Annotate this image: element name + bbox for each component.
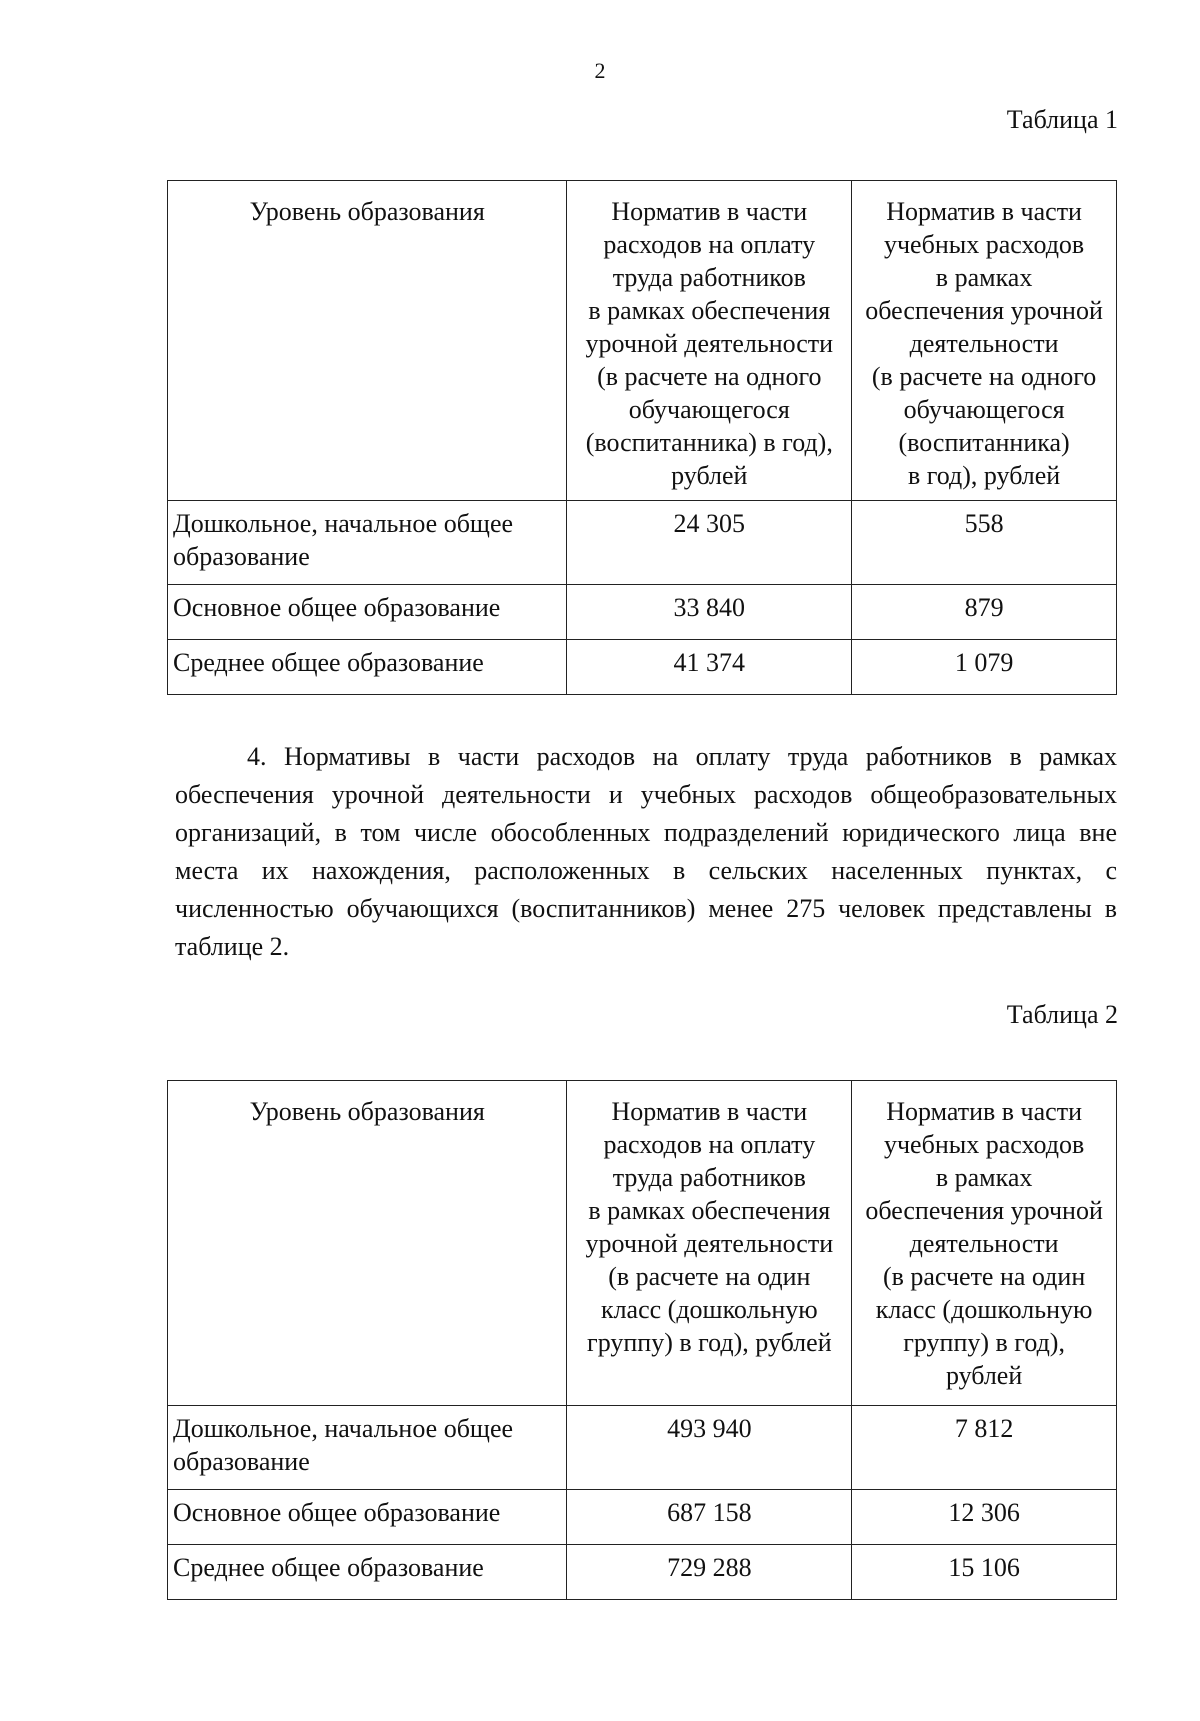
table-row (168, 585, 1117, 640)
education-level-cell: Среднее общее образование (168, 640, 567, 695)
header-education-level: Уровень образования (168, 1081, 567, 1406)
labor-cost-cell: 33 840 (567, 585, 852, 640)
table-row (168, 1406, 1117, 1490)
education-level-cell: Основное общее образование (168, 1490, 567, 1545)
labor-cost-cell: 493 940 (567, 1406, 852, 1490)
education-level-cell: Дошкольное, начальное общее образование (168, 501, 567, 585)
labor-cost-cell: 24 305 (567, 501, 852, 585)
table-2 (167, 1080, 1117, 1600)
page-number: 2 (594, 58, 606, 83)
table-1 (167, 180, 1117, 695)
header-education-level: Уровень образования (168, 181, 567, 501)
labor-cost-cell: 729 288 (567, 1545, 852, 1600)
header-study-cost-norm: Норматив в части учебных расходов в рамках обеспечения урочной деятельности (в расчете на один класс (дошкольную группу) в год), рублей (852, 1081, 1117, 1406)
study-cost-cell: 558 (852, 501, 1117, 585)
study-cost-cell: 1 079 (852, 640, 1117, 695)
header-labor-cost-norm: Норматив в части расходов на оплату труда работников в рамках обеспечения урочной деятельности (в расчете на одного обучающегося (воспитанника) в год), рублей (567, 181, 852, 501)
study-cost-cell: 15 106 (852, 1545, 1117, 1600)
education-level-cell: Среднее общее образование (168, 1545, 567, 1600)
study-cost-cell: 879 (852, 585, 1117, 640)
education-level-cell: Дошкольное, начальное общее образование (168, 1406, 567, 1490)
paragraph-4: 4. Нормативы в части расходов на оплату труда работников в рамках обеспечения урочной деятельности и учебных расходов общеобразовательных организаций, в том числе обособленных подразделений юридического лица вне места их нахождения, расположенных в сельских населенных пунктах, с численностью обучающихся (воспитанников) менее 275 человек представлены в таблице 2. (175, 742, 1117, 961)
table-1-caption: Таблица 1 (1006, 105, 1118, 134)
header-labor-cost-norm: Норматив в части расходов на оплату труда работников в рамках обеспечения урочной деятельности (в расчете на один класс (дошкольную группу) в год), рублей (567, 1081, 852, 1406)
study-cost-cell: 12 306 (852, 1490, 1117, 1545)
education-level-cell: Основное общее образование (168, 585, 567, 640)
table-header-row (168, 181, 1117, 501)
table-2-caption: Таблица 2 (1006, 1000, 1118, 1029)
table-row (168, 1545, 1117, 1600)
study-cost-cell: 7 812 (852, 1406, 1117, 1490)
labor-cost-cell: 687 158 (567, 1490, 852, 1545)
table-row (168, 1490, 1117, 1545)
table-header-row (168, 1081, 1117, 1406)
table-row (168, 501, 1117, 585)
labor-cost-cell: 41 374 (567, 640, 852, 695)
table-row (168, 640, 1117, 695)
header-study-cost-norm: Норматив в части учебных расходов в рамках обеспечения урочной деятельности (в расчете на одного обучающегося (воспитанника) в год), рублей (852, 181, 1117, 501)
